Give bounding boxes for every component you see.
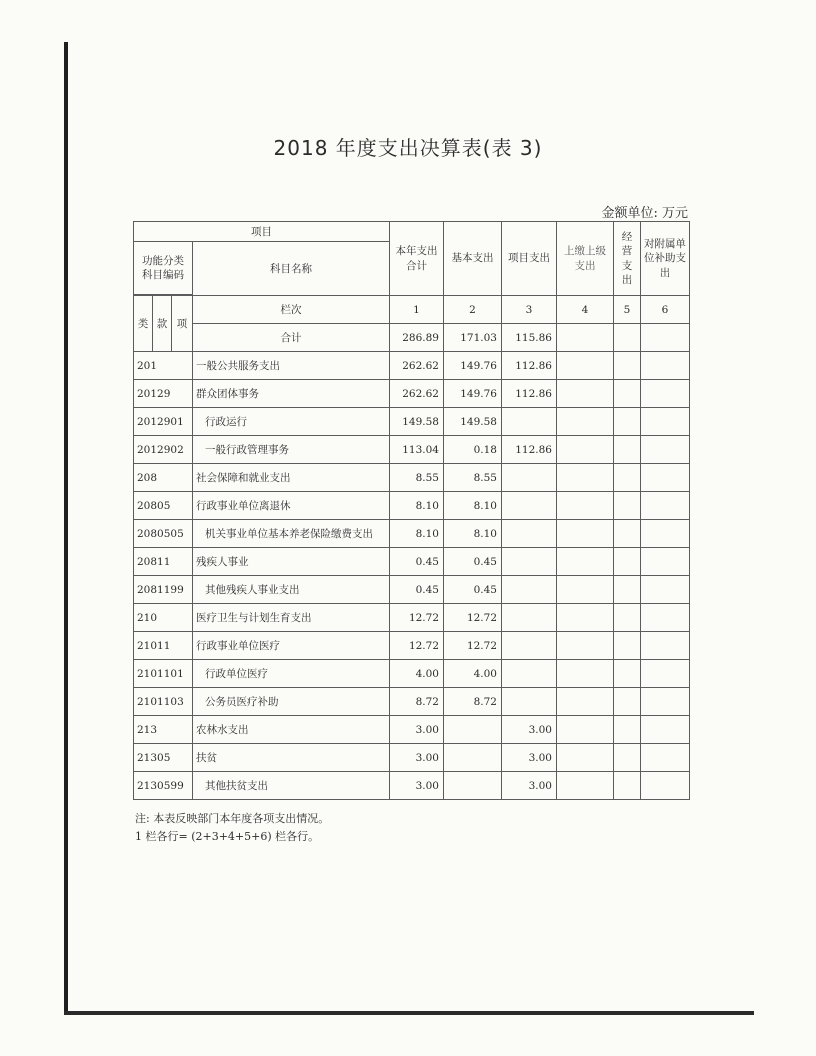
header-item: 项目 (134, 222, 390, 242)
row-upper (557, 520, 614, 548)
row-project: 112.86 (502, 436, 557, 464)
row-business (614, 660, 641, 688)
row-code: 201 (134, 352, 193, 380)
page-title: 2018 年度支出决算表(表 3) (273, 136, 543, 160)
row-total: 262.62 (390, 380, 444, 408)
row-project: 3.00 (502, 744, 557, 772)
row-business (614, 492, 641, 520)
row-code: 21305 (134, 744, 193, 772)
row-business (614, 520, 641, 548)
row-code: 20805 (134, 492, 193, 520)
header-lei: 类 (134, 296, 153, 352)
header-upper: 上缴上级支出 (557, 222, 614, 296)
col-index-6: 6 (641, 296, 690, 324)
sum-business (614, 324, 641, 352)
row-name: 行政单位医疗 (193, 660, 390, 688)
row-upper (557, 492, 614, 520)
table-row (134, 352, 690, 380)
row-subsidy (641, 716, 690, 744)
row-subsidy (641, 492, 690, 520)
sum-row (134, 324, 690, 352)
row-business (614, 772, 641, 800)
row-total: 12.72 (390, 604, 444, 632)
col-index-2: 2 (444, 296, 502, 324)
row-subsidy (641, 408, 690, 436)
row-project (502, 660, 557, 688)
row-upper (557, 464, 614, 492)
sum-upper (557, 324, 614, 352)
row-subsidy (641, 464, 690, 492)
row-subsidy (641, 352, 690, 380)
sum-total: 286.89 (390, 324, 444, 352)
table-row (134, 660, 690, 688)
table-row (134, 380, 690, 408)
row-business (614, 380, 641, 408)
col-index-5: 5 (614, 296, 641, 324)
row-total: 4.00 (390, 660, 444, 688)
row-basic: 8.55 (444, 464, 502, 492)
row-upper (557, 688, 614, 716)
row-subsidy (641, 660, 690, 688)
row-project (502, 576, 557, 604)
row-subsidy (641, 380, 690, 408)
row-basic: 149.58 (444, 408, 502, 436)
row-project: 3.00 (502, 716, 557, 744)
row-name: 其他残疾人事业支出 (193, 576, 390, 604)
row-total: 8.10 (390, 492, 444, 520)
row-business (614, 352, 641, 380)
row-basic: 8.10 (444, 492, 502, 520)
row-subsidy (641, 772, 690, 800)
row-subsidy (641, 520, 690, 548)
sum-label: 合计 (193, 324, 390, 352)
row-subsidy (641, 604, 690, 632)
row-basic (444, 716, 502, 744)
row-total: 12.72 (390, 632, 444, 660)
row-total: 0.45 (390, 576, 444, 604)
row-total: 149.58 (390, 408, 444, 436)
row-upper (557, 380, 614, 408)
row-total: 3.00 (390, 716, 444, 744)
row-name: 行政运行 (193, 408, 390, 436)
row-basic (444, 744, 502, 772)
row-business (614, 548, 641, 576)
row-code: 2012902 (134, 436, 193, 464)
row-code: 20129 (134, 380, 193, 408)
header-xiang: 项 (172, 296, 193, 352)
row-business (614, 632, 641, 660)
row-code: 21011 (134, 632, 193, 660)
header-project: 项目支出 (502, 222, 557, 296)
row-basic: 12.72 (444, 632, 502, 660)
table-row (134, 744, 690, 772)
row-code: 2101103 (134, 688, 193, 716)
header-basic: 基本支出 (444, 222, 502, 296)
header-subsidy: 对附属单位补助支出 (641, 222, 690, 296)
row-project (502, 548, 557, 576)
table-note: 注: 本表反映部门本年度各项支出情况。 (135, 812, 330, 825)
row-upper (557, 772, 614, 800)
row-name: 残疾人事业 (193, 548, 390, 576)
row-project: 112.86 (502, 380, 557, 408)
row-code: 2080505 (134, 520, 193, 548)
row-name: 其他扶贫支出 (193, 772, 390, 800)
header-subject-name: 科目名称 (193, 242, 390, 296)
header-kuan: 款 (153, 296, 172, 352)
amount-unit-label: 金额单位: 万元 (601, 206, 688, 221)
row-project (502, 688, 557, 716)
row-upper (557, 660, 614, 688)
page-edge-bottom (64, 1011, 754, 1015)
row-upper (557, 408, 614, 436)
row-basic: 8.72 (444, 688, 502, 716)
row-code: 2101101 (134, 660, 193, 688)
row-code: 20811 (134, 548, 193, 576)
row-project (502, 604, 557, 632)
col-index-1: 1 (390, 296, 444, 324)
table-row (134, 548, 690, 576)
row-total: 262.62 (390, 352, 444, 380)
row-business (614, 688, 641, 716)
header-func-code: 功能分类科目编码 (134, 242, 193, 295)
table-row (134, 688, 690, 716)
row-name: 社会保障和就业支出 (193, 464, 390, 492)
page-edge-left (64, 42, 68, 1014)
row-upper (557, 436, 614, 464)
row-subsidy (641, 436, 690, 464)
row-project: 3.00 (502, 772, 557, 800)
row-project (502, 408, 557, 436)
row-business (614, 464, 641, 492)
sum-basic: 171.03 (444, 324, 502, 352)
table-row (134, 436, 690, 464)
row-total: 8.72 (390, 688, 444, 716)
row-subsidy (641, 548, 690, 576)
table-row (134, 604, 690, 632)
table-note: 1 栏各行= (2+3+4+5+6) 栏各行。 (135, 830, 320, 843)
row-name: 行政事业单位医疗 (193, 632, 390, 660)
row-business (614, 408, 641, 436)
row-subsidy (641, 744, 690, 772)
table-row (134, 632, 690, 660)
row-total: 8.10 (390, 520, 444, 548)
row-basic: 8.10 (444, 520, 502, 548)
row-basic: 149.76 (444, 380, 502, 408)
row-upper (557, 576, 614, 604)
col-index-4: 4 (557, 296, 614, 324)
row-project: 112.86 (502, 352, 557, 380)
row-upper (557, 604, 614, 632)
row-basic: 12.72 (444, 604, 502, 632)
row-code: 2081199 (134, 576, 193, 604)
table-row (134, 464, 690, 492)
row-code: 2130599 (134, 772, 193, 800)
expenditure-table (133, 221, 690, 800)
row-name: 机关事业单位基本养老保险缴费支出 (193, 520, 390, 548)
row-project (502, 464, 557, 492)
row-total: 3.00 (390, 744, 444, 772)
row-upper (557, 548, 614, 576)
column-index-row (134, 296, 690, 324)
row-project (502, 492, 557, 520)
table-row (134, 520, 690, 548)
row-subsidy (641, 688, 690, 716)
row-total: 0.45 (390, 548, 444, 576)
row-business (614, 436, 641, 464)
row-name: 一般行政管理事务 (193, 436, 390, 464)
row-name: 群众团体事务 (193, 380, 390, 408)
row-name: 扶贫 (193, 744, 390, 772)
row-upper (557, 744, 614, 772)
row-business (614, 716, 641, 744)
table-row (134, 576, 690, 604)
row-subsidy (641, 632, 690, 660)
header-total: 本年支出合计 (390, 222, 444, 296)
row-name: 一般公共服务支出 (193, 352, 390, 380)
row-business (614, 744, 641, 772)
row-basic (444, 772, 502, 800)
row-basic: 0.45 (444, 576, 502, 604)
row-subsidy (641, 576, 690, 604)
sum-subsidy (641, 324, 690, 352)
row-name: 农林水支出 (193, 716, 390, 744)
row-code: 2012901 (134, 408, 193, 436)
col-index-3: 3 (502, 296, 557, 324)
table-row (134, 408, 690, 436)
row-total: 8.55 (390, 464, 444, 492)
row-basic: 4.00 (444, 660, 502, 688)
row-name: 医疗卫生与计划生育支出 (193, 604, 390, 632)
row-total: 113.04 (390, 436, 444, 464)
row-basic: 0.45 (444, 548, 502, 576)
row-name: 公务员医疗补助 (193, 688, 390, 716)
table-row (134, 716, 690, 744)
row-upper (557, 716, 614, 744)
sum-project: 115.86 (502, 324, 557, 352)
row-code: 210 (134, 604, 193, 632)
row-business (614, 604, 641, 632)
row-code: 208 (134, 464, 193, 492)
col-label: 栏次 (193, 296, 390, 324)
row-project (502, 632, 557, 660)
row-total: 3.00 (390, 772, 444, 800)
row-code: 213 (134, 716, 193, 744)
row-name: 行政事业单位离退休 (193, 492, 390, 520)
row-project (502, 520, 557, 548)
row-basic: 0.18 (444, 436, 502, 464)
table-row (134, 492, 690, 520)
row-upper (557, 352, 614, 380)
row-basic: 149.76 (444, 352, 502, 380)
header-business: 经营支出 (614, 222, 641, 296)
table-row (134, 772, 690, 800)
header-row-1 (134, 222, 690, 242)
row-upper (557, 632, 614, 660)
row-business (614, 576, 641, 604)
